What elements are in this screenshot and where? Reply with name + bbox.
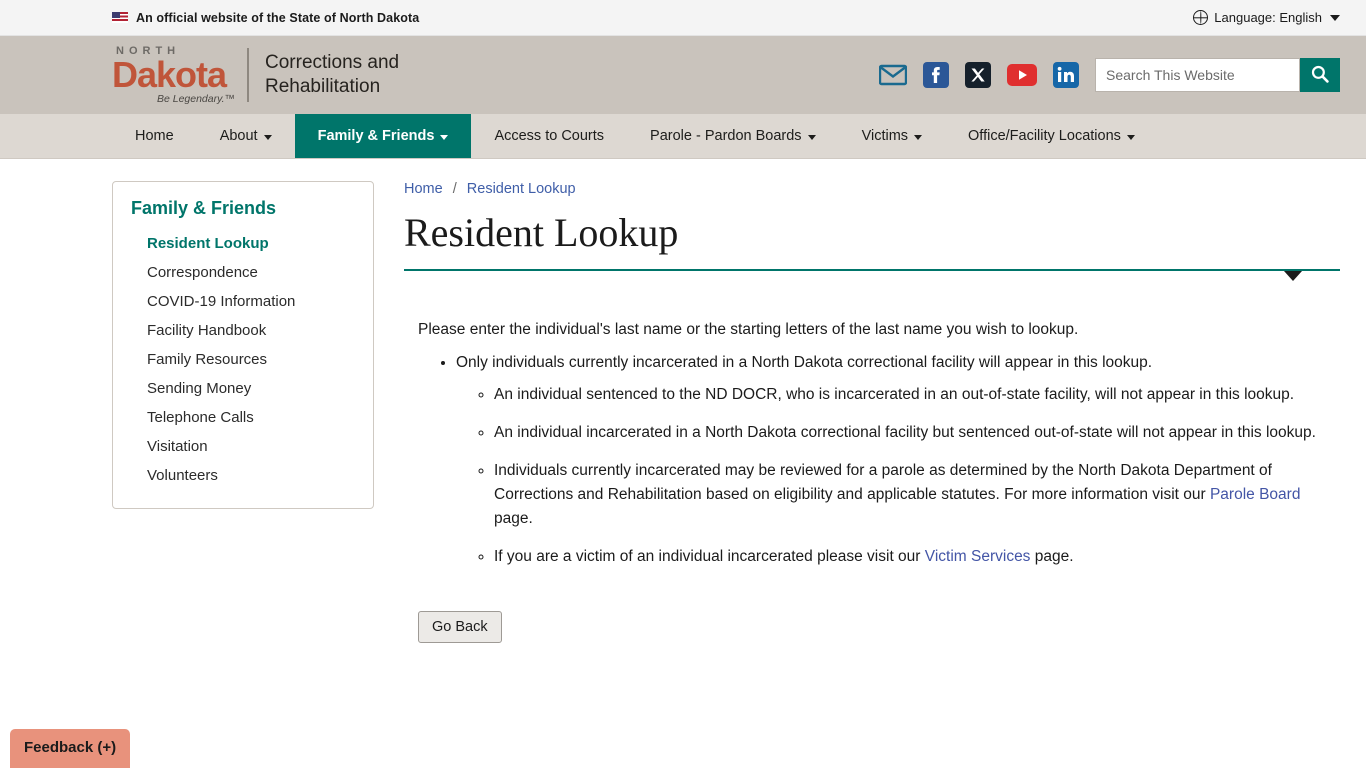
globe-icon bbox=[1193, 10, 1208, 25]
sidebar-item-label: Family Resources bbox=[147, 351, 268, 368]
list-item bbox=[494, 421, 1340, 445]
nav-item-label: Home bbox=[135, 128, 174, 144]
feedback-tab[interactable]: Feedback (+) bbox=[10, 729, 130, 768]
official-government-banner bbox=[0, 0, 1366, 36]
sidebar-item-label: Facility Handbook bbox=[147, 322, 267, 339]
facebook-icon[interactable] bbox=[923, 62, 949, 88]
nav-item-label: Family & Friends bbox=[317, 128, 435, 144]
nav-item-access-to-courts[interactable] bbox=[471, 114, 627, 158]
lookup-notes-list bbox=[404, 351, 1340, 569]
page-title: Resident Lookup bbox=[404, 210, 679, 255]
caret-down-icon bbox=[914, 135, 922, 140]
site-logo[interactable] bbox=[112, 46, 455, 105]
main-content bbox=[374, 181, 1340, 643]
victim-services-link[interactable]: Victim Services bbox=[924, 548, 1031, 566]
section-sidebar bbox=[112, 181, 374, 509]
agency-name: Corrections and Rehabilitation bbox=[265, 52, 400, 97]
breadcrumb-separator: / bbox=[452, 181, 457, 197]
nav-item-parole-pardon-boards[interactable] bbox=[627, 114, 839, 158]
sidebar-item-facility-handbook[interactable] bbox=[113, 316, 373, 345]
youtube-icon[interactable] bbox=[1007, 64, 1037, 86]
list-item bbox=[494, 383, 1340, 407]
search-button[interactable] bbox=[1300, 58, 1340, 92]
sidebar-item-label: Telephone Calls bbox=[147, 409, 254, 426]
sidebar-item-sending-money[interactable] bbox=[113, 374, 373, 403]
x-twitter-icon[interactable] bbox=[965, 62, 991, 88]
sidebar-item-family-resources[interactable] bbox=[113, 345, 373, 374]
breadcrumb-current: Resident Lookup bbox=[466, 181, 576, 197]
parole-board-link[interactable]: Parole Board bbox=[1209, 486, 1301, 504]
chevron-down-icon bbox=[1330, 15, 1340, 21]
sidebar-item-label: Correspondence bbox=[147, 264, 258, 281]
sidebar-item-label: Visitation bbox=[147, 438, 208, 455]
nav-item-about[interactable] bbox=[197, 114, 295, 158]
nav-item-home[interactable] bbox=[112, 114, 197, 158]
nav-item-label: About bbox=[219, 128, 258, 144]
search-icon bbox=[1311, 65, 1329, 86]
logo-north-text: NORTH bbox=[116, 44, 181, 57]
sidebar-item-label: COVID-19 Information bbox=[147, 293, 296, 310]
sub-bullet-1-text: An individual sentenced to the ND DOCR, who is incarcerated in an out-of-state facility, will not appear in this lookup. bbox=[494, 386, 1295, 404]
sub-bullet-2-text: An individual incarcerated in a North Dakota correctional facility but sentenced out-of-state will not appear in this lookup. bbox=[494, 424, 1316, 442]
bullet-1-text: Only individuals currently incarcerated in a North Dakota correctional facility will appear in this lookup. bbox=[456, 354, 1153, 371]
intro-text: Please enter the individual's last name or the starting letters of the last name you wish to lookup. bbox=[418, 321, 1079, 338]
site-search bbox=[1095, 58, 1340, 92]
nav-item-family-friends[interactable] bbox=[295, 114, 472, 158]
logo-tagline: Be Legendary.™ bbox=[156, 92, 235, 105]
go-back-button[interactable]: Go Back bbox=[418, 611, 502, 643]
breadcrumb-link-home[interactable]: Home bbox=[404, 181, 443, 197]
list-item bbox=[456, 351, 1340, 569]
nav-item-label: Victims bbox=[861, 128, 909, 144]
site-header bbox=[0, 36, 1366, 114]
logo-divider bbox=[247, 48, 249, 102]
logo-dakota-text: Dakota bbox=[112, 53, 227, 95]
sub-bullet-3-text-part1: Individuals currently incarcerated may be reviewed for a parole as determined by the North Dakota Department of Corrections and Rehabilitation based on eligibility and applicable statutes. For more information visit our bbox=[494, 462, 1272, 504]
sidebar-item-label: Volunteers bbox=[147, 467, 218, 484]
caret-down-icon bbox=[440, 135, 448, 140]
nav-item-label: Parole - Pardon Boards bbox=[650, 128, 802, 144]
title-underline bbox=[404, 269, 1340, 271]
nav-item-label: Access to Courts bbox=[494, 128, 605, 144]
language-label: Language: English bbox=[1214, 10, 1322, 25]
sidebar-item-resident-lookup[interactable] bbox=[113, 229, 373, 258]
caret-down-icon bbox=[264, 135, 272, 140]
search-input[interactable] bbox=[1095, 58, 1300, 92]
sub-bullet-4-text-part1: If you are a victim of an individual incarcerated please visit our bbox=[494, 548, 925, 566]
sidebar-item-visitation[interactable] bbox=[113, 432, 373, 461]
language-selector[interactable] bbox=[1193, 10, 1340, 25]
caret-down-icon bbox=[1127, 135, 1135, 140]
us-flag-icon bbox=[112, 12, 128, 23]
header-right-tools bbox=[879, 58, 1340, 92]
sidebar-item-volunteers[interactable] bbox=[113, 461, 373, 490]
nav-item-victims[interactable] bbox=[839, 114, 945, 158]
main-navigation bbox=[0, 114, 1366, 159]
list-item bbox=[494, 459, 1340, 531]
sidebar-item-telephone-calls[interactable] bbox=[113, 403, 373, 432]
sidebar-title: Family & Friends bbox=[131, 198, 277, 218]
sidebar-item-correspondence[interactable] bbox=[113, 258, 373, 287]
email-icon[interactable] bbox=[879, 64, 907, 86]
social-links bbox=[879, 62, 1079, 88]
linkedin-icon[interactable] bbox=[1053, 62, 1079, 88]
north-dakota-logo bbox=[112, 46, 237, 105]
lookup-notes-sublist bbox=[456, 383, 1340, 569]
nav-item-label: Office/Facility Locations bbox=[968, 128, 1121, 144]
sub-bullet-3-text-part2: page. bbox=[494, 510, 533, 528]
caret-down-icon bbox=[808, 135, 816, 140]
sidebar-item-label: Resident Lookup bbox=[147, 235, 269, 252]
sidebar-item-covid-19-information[interactable] bbox=[113, 287, 373, 316]
page-body bbox=[0, 159, 1366, 643]
list-item bbox=[494, 545, 1340, 569]
sidebar-item-label: Sending Money bbox=[147, 380, 252, 397]
nav-item-office-facility-locations[interactable] bbox=[945, 114, 1158, 158]
sub-bullet-4-text-part2: page. bbox=[1030, 548, 1074, 566]
official-banner-text: An official website of the State of North Dakota bbox=[136, 10, 420, 25]
breadcrumb bbox=[404, 181, 1340, 197]
